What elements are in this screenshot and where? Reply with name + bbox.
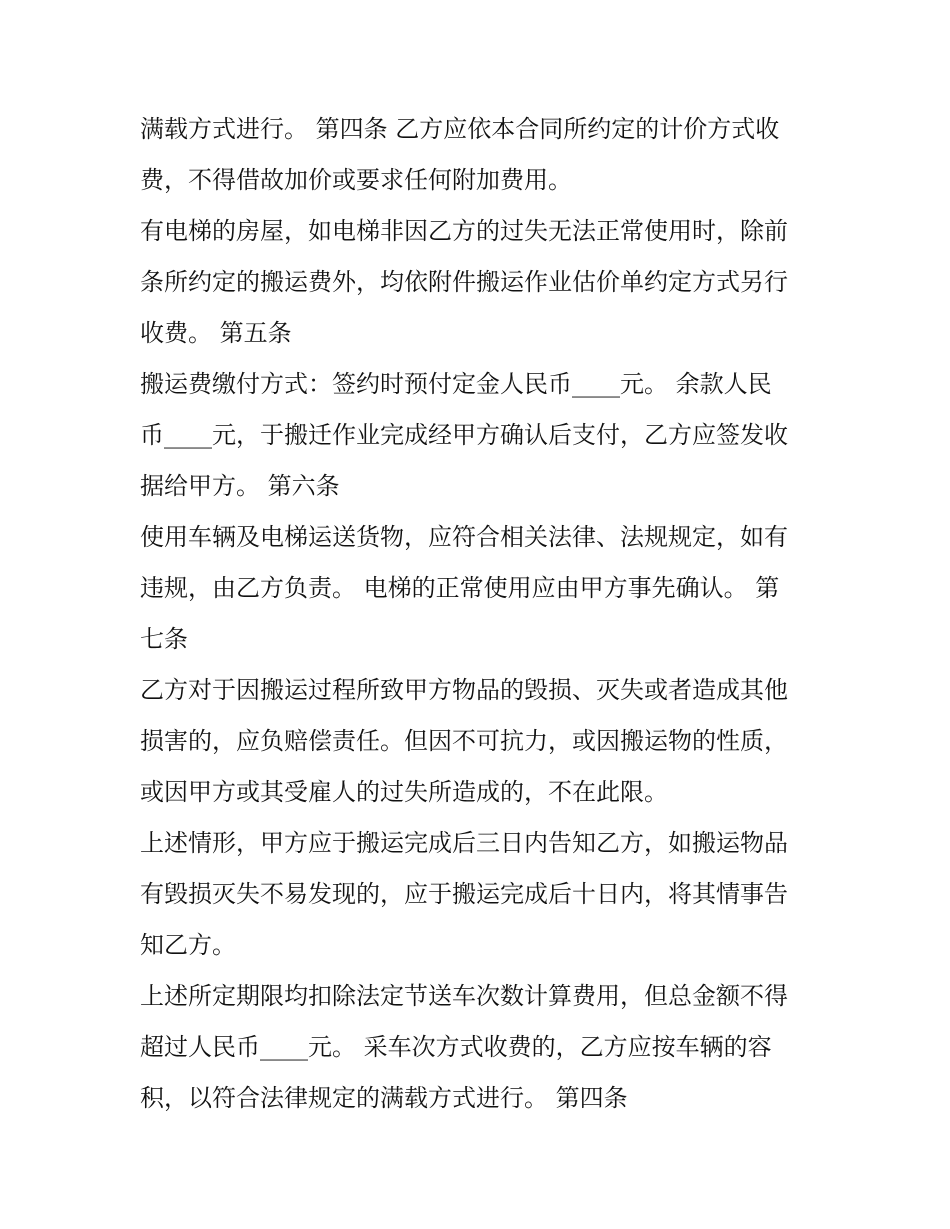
text-line: 违规，由乙方负责。 电梯的正常使用应由甲方事先确认。 第 — [140, 574, 780, 602]
text-line: 知乙方。 — [140, 931, 236, 959]
text-line: 收费。 第五条 — [140, 319, 292, 347]
text-line: 币____元，于搬迁作业完成经甲方确认后支付，乙方应签发收 — [140, 421, 788, 449]
text-line: 上述所定期限均扣除法定节送车次数计算费用，但总金额不得 — [140, 982, 788, 1010]
text-line: 乙方对于因搬运过程所致甲方物品的毁损、灭失或者造成其他 — [140, 676, 788, 704]
text-line: 使用车辆及电梯运送货物，应符合相关法律、法规规定，如有 — [140, 523, 788, 551]
text-line: 或因甲方或其受雇人的过失所造成的，不在此限。 — [140, 778, 668, 806]
text-line: 有毁损灭失不易发现的，应于搬运完成后十日内，将其情事告 — [140, 880, 788, 908]
text-line: 七条 — [140, 625, 188, 653]
text-line: 据给甲方。 第六条 — [140, 472, 340, 500]
text-line: 搬运费缴付方式：签约时预付定金人民币____元。 余款人民 — [140, 370, 772, 398]
text-line: 条所约定的搬运费外，均依附件搬运作业估价单约定方式另行 — [140, 268, 788, 296]
text-line: 超过人民币____元。 采车次方式收费的，乙方应按车辆的容 — [140, 1033, 772, 1061]
text-line: 满载方式进行。 第四条 乙方应依本合同所约定的计价方式收 — [140, 115, 780, 143]
text-line: 损害的，应负赔偿责任。但因不可抗力，或因搬运物的性质， — [140, 727, 788, 755]
text-line: 费，不得借故加价或要求任何附加费用。 — [140, 166, 572, 194]
document-body — [140, 104, 820, 1124]
text-line: 积，以符合法律规定的满载方式进行。 第四条 — [140, 1084, 628, 1112]
text-line: 有电梯的房屋，如电梯非因乙方的过失无法正常使用时，除前 — [140, 217, 788, 245]
text-line: 上述情形，甲方应于搬运完成后三日内告知乙方，如搬运物品 — [140, 829, 788, 857]
